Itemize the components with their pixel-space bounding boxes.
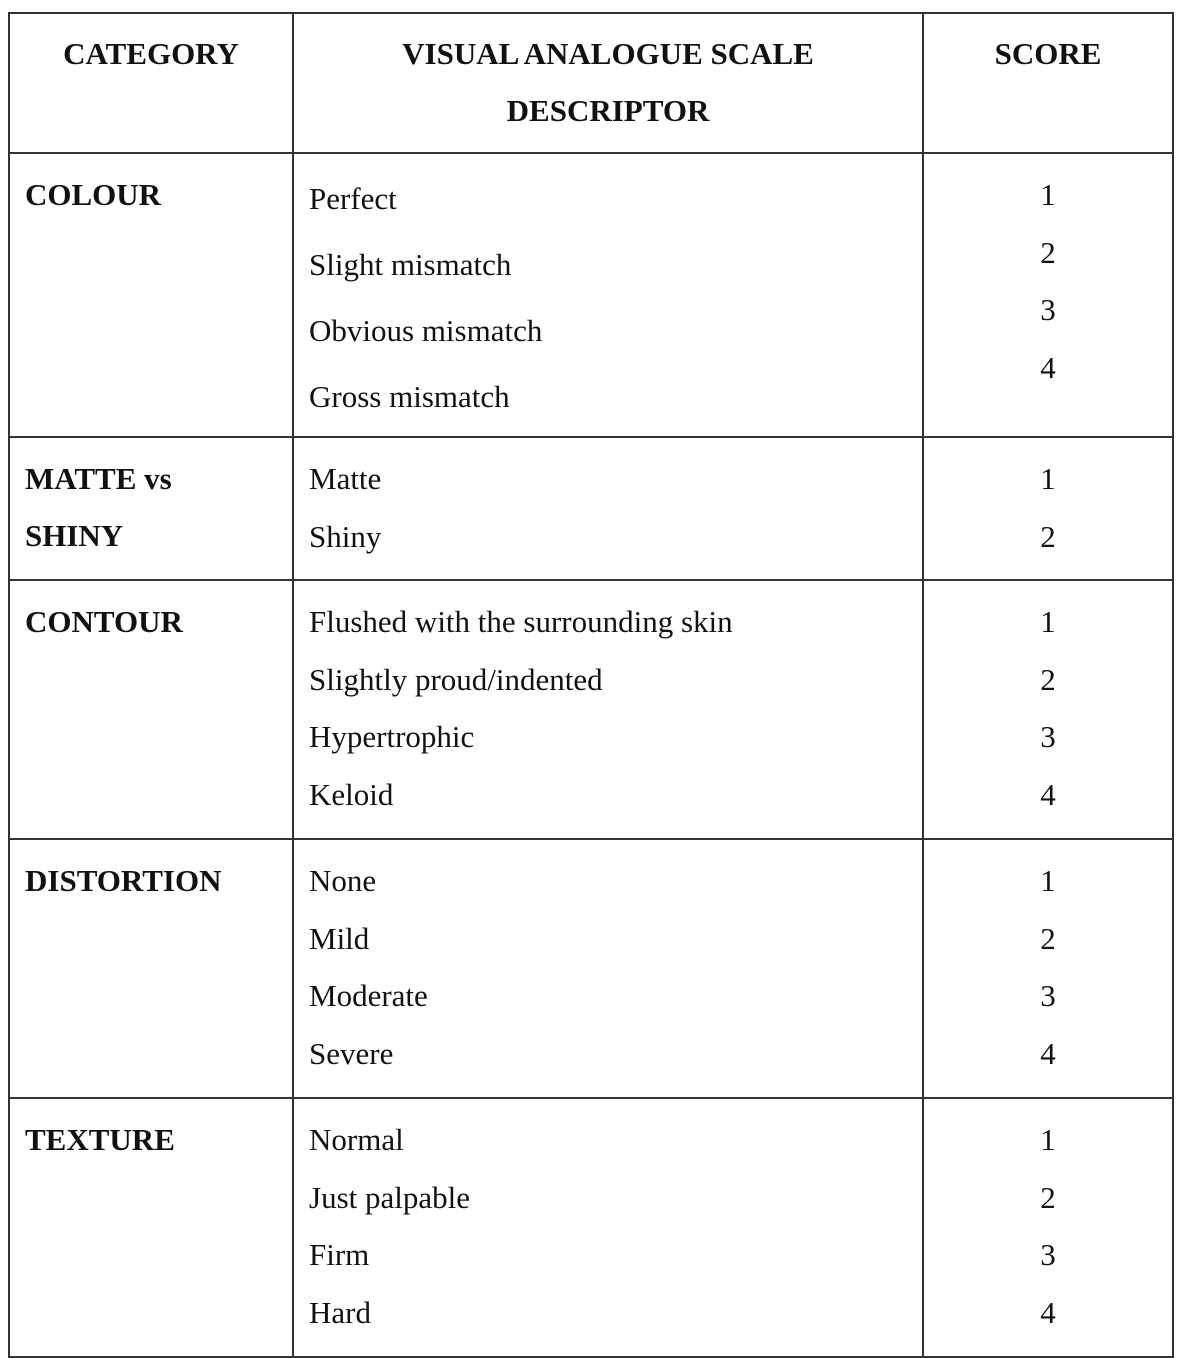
table-row-distortion (9, 839, 1173, 1098)
header-score: SCORE (923, 13, 1173, 153)
header-row (9, 13, 1173, 153)
descriptor-cell: None Mild Moderate Severe (293, 839, 923, 1098)
descriptor-cell: Perfect Slight mismatch Obvious mismatch Gross mismatch (293, 153, 923, 437)
category-cell: CONTOUR (9, 580, 293, 839)
table-row-colour (9, 153, 1173, 437)
category-cell: MATTE vs SHINY (9, 437, 293, 580)
score-cell: 1 2 3 4 (923, 153, 1173, 437)
table-row-texture (9, 1098, 1173, 1357)
scar-scale-table (8, 12, 1174, 1358)
score-cell: 1 2 3 4 (923, 1098, 1173, 1357)
table-row-matte-shiny (9, 437, 1173, 580)
score-cell: 1 2 (923, 437, 1173, 580)
header-descriptor: VISUAL ANALOGUE SCALE DESCRIPTOR (293, 13, 923, 153)
score-cell: 1 2 3 4 (923, 580, 1173, 839)
descriptor-cell: Matte Shiny (293, 437, 923, 580)
descriptor-cell: Flushed with the surrounding skin Slightly proud/indented Hypertrophic Keloid (293, 580, 923, 839)
table-row-contour (9, 580, 1173, 839)
category-cell: COLOUR (9, 153, 293, 437)
category-cell: TEXTURE (9, 1098, 293, 1357)
header-category: CATEGORY (9, 13, 293, 153)
descriptor-cell: Normal Just palpable Firm Hard (293, 1098, 923, 1357)
score-cell: 1 2 3 4 (923, 839, 1173, 1098)
category-cell: DISTORTION (9, 839, 293, 1098)
